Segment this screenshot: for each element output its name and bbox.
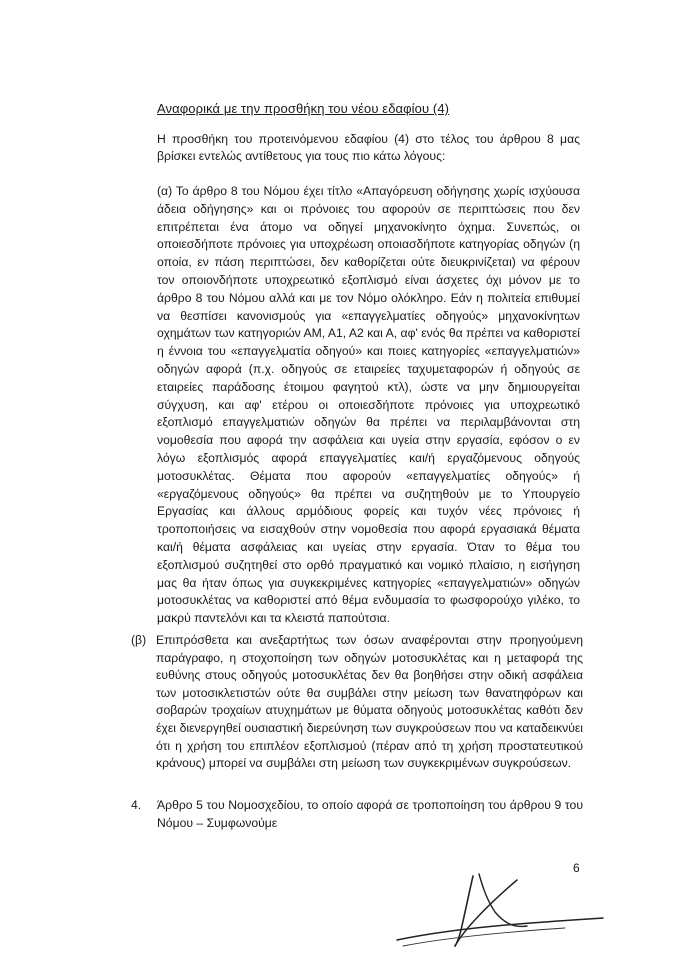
item-b-text: Επιπρόσθετα και ανεξαρτήτως των όσων αναφέρονται στην προηγούμενη παράγραφο, η στοχοποίηση των οδηγών μοτοσυκλέτας και η μεταφορά της ευθύνης στους οδηγούς μοτοσυκλέτας δεν θα βοηθήσει στην οδική ασφάλεια των μοτοσικλετιστών ούτε θα συμβάλει στην μείωση των θανατηφόρων και σοβαρών τροχαίων ατυχημάτων με θύματα οδηγούς μοτοσυκλέτας καθότι δεν έχει διενεργηθεί ουσιαστική διερεύνηση των συγκρούσεων που να καταδεικνύει ότι η χρήση του επιπλέον εξοπλισμού (πέραν από τη χρήση προστατευτικού κράνους) μπορεί να συμβάλει στη μείωση των συγκεκριμένων συγκρούσεων. <box>156 633 583 771</box>
intro-paragraph: Η προσθήκη του προτεινόμενου εδαφίου (4) στο τέλος του άρθρου 8 μας βρίσκει εντελώς αντίθετους για τους πιο κάτω λόγους: <box>157 132 580 164</box>
handwritten-signature <box>395 868 605 958</box>
item-b-label: (β) <box>131 633 147 647</box>
item-4-text: Άρθρο 5 του Νομοσχεδίου, το οποίο αφορά σε τροποποίηση του άρθρου 9 του Νόμου – Συμφωνούμε <box>157 798 583 830</box>
page-number: 6 <box>573 861 580 875</box>
item-a-paragraph: (α) Το άρθρο 8 του Νόμου έχει τίτλο «Απαγόρευση οδήγησης χωρίς ισχύουσα άδεια οδήγησης» και οι πρόνοιες του αφορούν σε περιπτώσεις που δεν επιτρέπεται ένα άτομο να οδηγεί μηχανοκίνητο όχημα. Συνεπώς, οι οποιεσδήποτε πρόνοιες για υποχρέωση οποιασδήποτε κατηγορίας οδηγών (η οποία, εν πάση περιπτώσει, δεν καθορίζεται ούτε διευκρινίζεται) να φέρουν τον οποιονδήποτε υποχρεωτικό εξοπλισμό είναι άσχετες όχι μόνον με το άρθρο 8 του Νόμου αλλά και με τον Νόμο ολόκληρο. Εάν η πολιτεία επιθυμεί να θεσπίσει κανονισμούς για «επαγγελματίες οδηγούς» μηχανοκίνητων οχημάτων των κατηγοριών ΑΜ, Α1, Α2 και Α, αφ' ενός θα πρέπει να καθοριστεί η έννοια του «επαγγελματία οδηγού» και ποιες κατηγορίες «επαγγελματιών» οδηγών αφορά (π.χ. οδηγούς σε εταιρείες ταχυμεταφορών ή οδηγούς σε εταιρείες παράδοσης έτοιμου φαγητού κτλ), ώστε να μην δημιουργείται σύγχυση, και αφ' ετέρου οι οποιεσδήποτε πρόνοιες για υποχρεωτικό εξοπλισμό επαγγελματιών οδηγών θα πρέπει να περιλαμβάνονται στη νομοθεσία που αφορά την ασφάλεια και υγεία στην εργασία, εφόσον ο εν λόγω εξοπλισμός αφορά επαγγελματίες και/ή εργαζόμενους οδηγούς μοτοσυκλέτας. Θέματα που αφορούν «επαγγελματίες οδηγούς» ή «εργαζόμενους οδηγούς» θα πρέπει να συζητηθούν με το Υπουργείο Εργασίας και άλλους αρμόδιους φορείς και τυχόν νέες πρόνοιες ή τροποποιήσεις να εισαχθούν στην νομοθεσία που αφορά εργασιακά θέματα και/ή θέματα ασφάλειας και υγείας στην εργασία. Όταν το θέμα του εξοπλισμού συζητηθεί στο ορθό πραγματικό και νομικό πλαίσιο, η εισήγηση μας θα ήταν όπως για συγκεκριμένες κατηγορίες «επαγγελματιών» οδηγών μοτοσυκλέτας να καθοριστεί από θέμα ενδυμασία το φωσφορούχο γιλέκο, το μακρύ παντελόνι και τα κλειστά παπούτσια. <box>157 184 580 626</box>
section-heading: Αναφορικά με την προσθήκη του νέου εδαφίου (4) <box>157 101 450 116</box>
item-4-paragraph <box>131 797 583 832</box>
item-4-number: 4. <box>131 798 142 812</box>
item-b-paragraph <box>131 632 583 773</box>
